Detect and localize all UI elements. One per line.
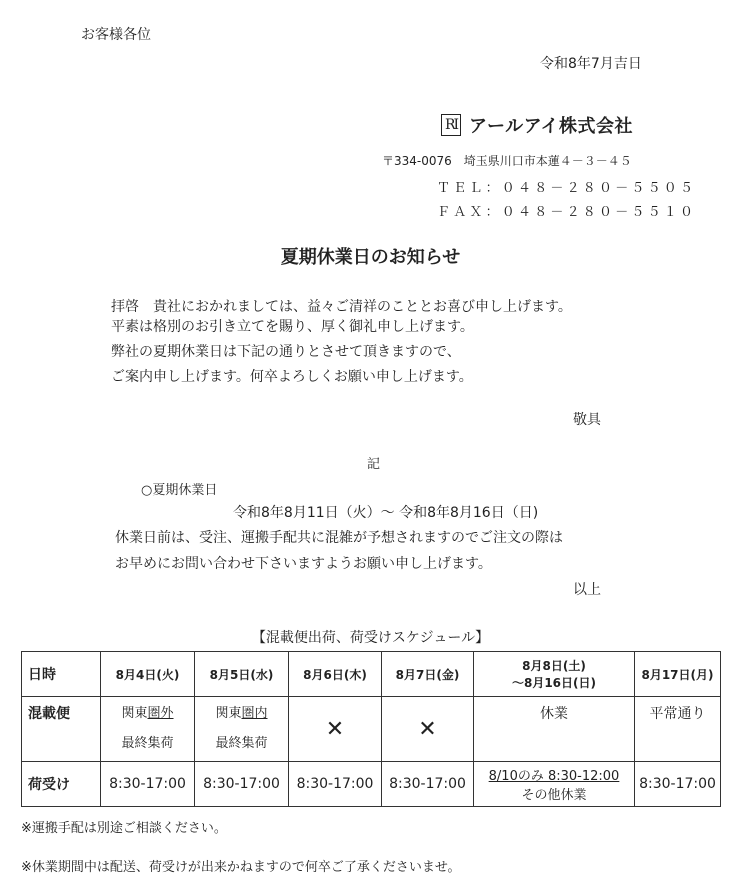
header-datetime: 日時	[22, 652, 101, 697]
schedule-caption: 【混載便出荷、荷受けスケジュール】	[251, 630, 490, 646]
niuke-other-closed: その他休業	[521, 788, 587, 803]
row-label-konsai: 混載便	[22, 697, 101, 762]
company-name: アールアイ株式会社	[469, 116, 633, 137]
header-date-range	[474, 652, 635, 697]
niuke-special	[474, 762, 635, 807]
header-date: 8月4日(火)	[101, 652, 195, 697]
table-row-konsai	[22, 697, 721, 762]
konsai-normal: 平常通り	[635, 697, 721, 762]
konsai-holiday: 休業	[474, 697, 635, 762]
holiday-heading: ○夏期休業日	[141, 483, 218, 498]
letter-date: 令和8年7月吉日	[540, 56, 642, 72]
niuke-hours: 8:30-17:00	[382, 762, 474, 807]
header-date: 8月17日(月)	[635, 652, 721, 697]
konsai-cell	[101, 697, 195, 762]
body-line: 拝啓 貴社におかれましては、益々ご清祥のこととお喜び申し上げます。	[111, 299, 572, 315]
konsai-final-pickup: 最終集荷	[215, 736, 268, 751]
konsai-final-pickup: 最終集荷	[121, 736, 174, 751]
niuke-hours: 8:30-17:00	[101, 762, 195, 807]
schedule-table	[21, 651, 721, 807]
niuke-hours: 8:30-17:00	[635, 762, 721, 807]
footnote: ※運搬手配は別途ご相談ください。	[21, 821, 227, 836]
company-logo	[441, 112, 633, 138]
header-date-range-start: 8月8日(土)	[522, 659, 586, 673]
holiday-period: 令和8年8月11日（火）～ 令和8年8月16日（日)	[233, 505, 539, 521]
ki-marker: 記	[367, 457, 381, 472]
cross-icon: ✕	[289, 697, 382, 762]
company-address: 〒334-0076 埼玉県川口市本蓮４－３－４５	[382, 154, 632, 168]
company-logo-mark: RI	[441, 114, 461, 136]
recipient-salutation: お客様各位	[81, 27, 151, 43]
konsai-region-prefix: 関東	[215, 706, 242, 721]
footnote: ※休業期間中は配送、荷受けが出来かねますので何卒ご了承くださいませ。	[21, 860, 461, 875]
header-date: 8月6日(木)	[289, 652, 382, 697]
konsai-region-outside: 圏外	[147, 706, 174, 721]
konsai-region-prefix: 関東	[121, 706, 148, 721]
konsai-region-inside: 圏内	[241, 706, 268, 721]
cross-icon: ✕	[382, 697, 474, 762]
header-date-range-end: ～8月16日(日)	[511, 676, 597, 690]
company-tel: ＴＥＬ：０４８－２８０－５５０５	[437, 181, 697, 196]
niuke-special-hours: 8/10のみ 8:30-12:00	[488, 769, 620, 784]
body-line: 弊社の夏期休業日は下記の通りとさせて頂きますので、	[111, 344, 461, 360]
company-fax: ＦＡＸ：０４８－２８０－５５１０	[437, 205, 697, 220]
konsai-cell	[195, 697, 289, 762]
header-date: 8月7日(金)	[382, 652, 474, 697]
niuke-hours: 8:30-17:00	[289, 762, 382, 807]
closing-keigu: 敬具	[573, 412, 601, 428]
table-header-row	[22, 652, 721, 697]
table-row-niuke	[22, 762, 721, 807]
notice-line: お早めにお問い合わせ下さいますようお願い申し上げます。	[115, 556, 492, 572]
page-title: 夏期休業日のお知らせ	[280, 247, 461, 268]
closing-ijou: 以上	[573, 582, 601, 598]
niuke-hours: 8:30-17:00	[195, 762, 289, 807]
notice-line: 休業日前は、受注、運搬手配共に混雑が予想されますのでご注文の際は	[115, 530, 563, 546]
row-label-niuke: 荷受け	[22, 762, 101, 807]
body-line: ご案内申し上げます。何卒よろしくお願い申し上げます。	[111, 369, 473, 385]
header-date: 8月5日(水)	[195, 652, 289, 697]
body-line: 平素は格別のお引き立てを賜り、厚く御礼申し上げます。	[111, 319, 474, 335]
